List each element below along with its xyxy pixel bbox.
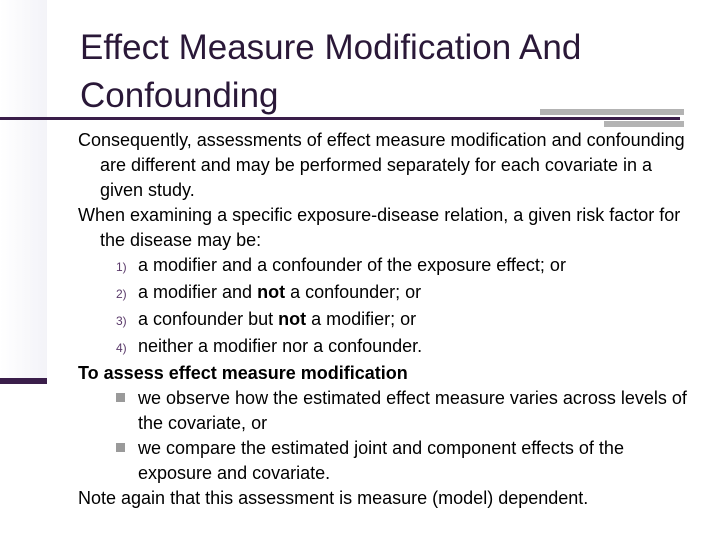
list-text: a modifier and a confounder of the exposure effect; or bbox=[138, 255, 566, 275]
left-accent-bar bbox=[0, 378, 47, 384]
slide-body bbox=[78, 128, 688, 511]
list-item bbox=[78, 334, 688, 361]
paragraph-when-examining: When examining a specific exposure-disease relation, a given risk factor for the disease may be: bbox=[78, 205, 681, 250]
left-sidebar-band bbox=[0, 0, 47, 378]
square-bullet-icon bbox=[116, 393, 125, 402]
list-number: 3) bbox=[116, 314, 127, 328]
title-rule-shadow-top bbox=[540, 109, 684, 115]
list-number: 4) bbox=[116, 341, 127, 355]
paragraph-note-again: Note again that this assessment is measure (model) dependent. bbox=[78, 488, 589, 508]
list-item bbox=[78, 307, 688, 334]
list-text: a modifier and bbox=[138, 282, 258, 302]
title-rule-shadow-bottom bbox=[604, 121, 684, 127]
bullet-text: we compare the estimated joint and component effects of the exposure and covariate. bbox=[138, 438, 624, 483]
list-text: a modifier; or bbox=[306, 309, 417, 329]
list-emphasis: not bbox=[278, 309, 307, 329]
paragraph-consequently: Consequently, assessments of effect measure modification and confounding are different and may be performed separately for each covariate in a given study. bbox=[78, 130, 685, 200]
list-number: 1) bbox=[116, 260, 127, 274]
list-item bbox=[78, 253, 688, 280]
square-bullet-icon bbox=[116, 443, 125, 452]
list-text: neither a modifier nor a confounder. bbox=[138, 336, 423, 356]
paragraph-to-assess: To assess effect measure modification bbox=[78, 363, 408, 383]
bullet-item bbox=[78, 436, 688, 486]
list-text: a confounder but bbox=[138, 309, 279, 329]
slide-title: Effect Measure Modification And Confounding bbox=[80, 28, 582, 115]
list-text: a confounder; or bbox=[285, 282, 422, 302]
title-underline bbox=[0, 117, 680, 120]
list-emphasis: not bbox=[257, 282, 286, 302]
list-number: 2) bbox=[116, 287, 127, 301]
bullet-item bbox=[78, 386, 688, 436]
bullet-text: we observe how the estimated effect measure varies across levels of the covariate, or bbox=[138, 388, 687, 433]
list-item bbox=[78, 280, 688, 307]
